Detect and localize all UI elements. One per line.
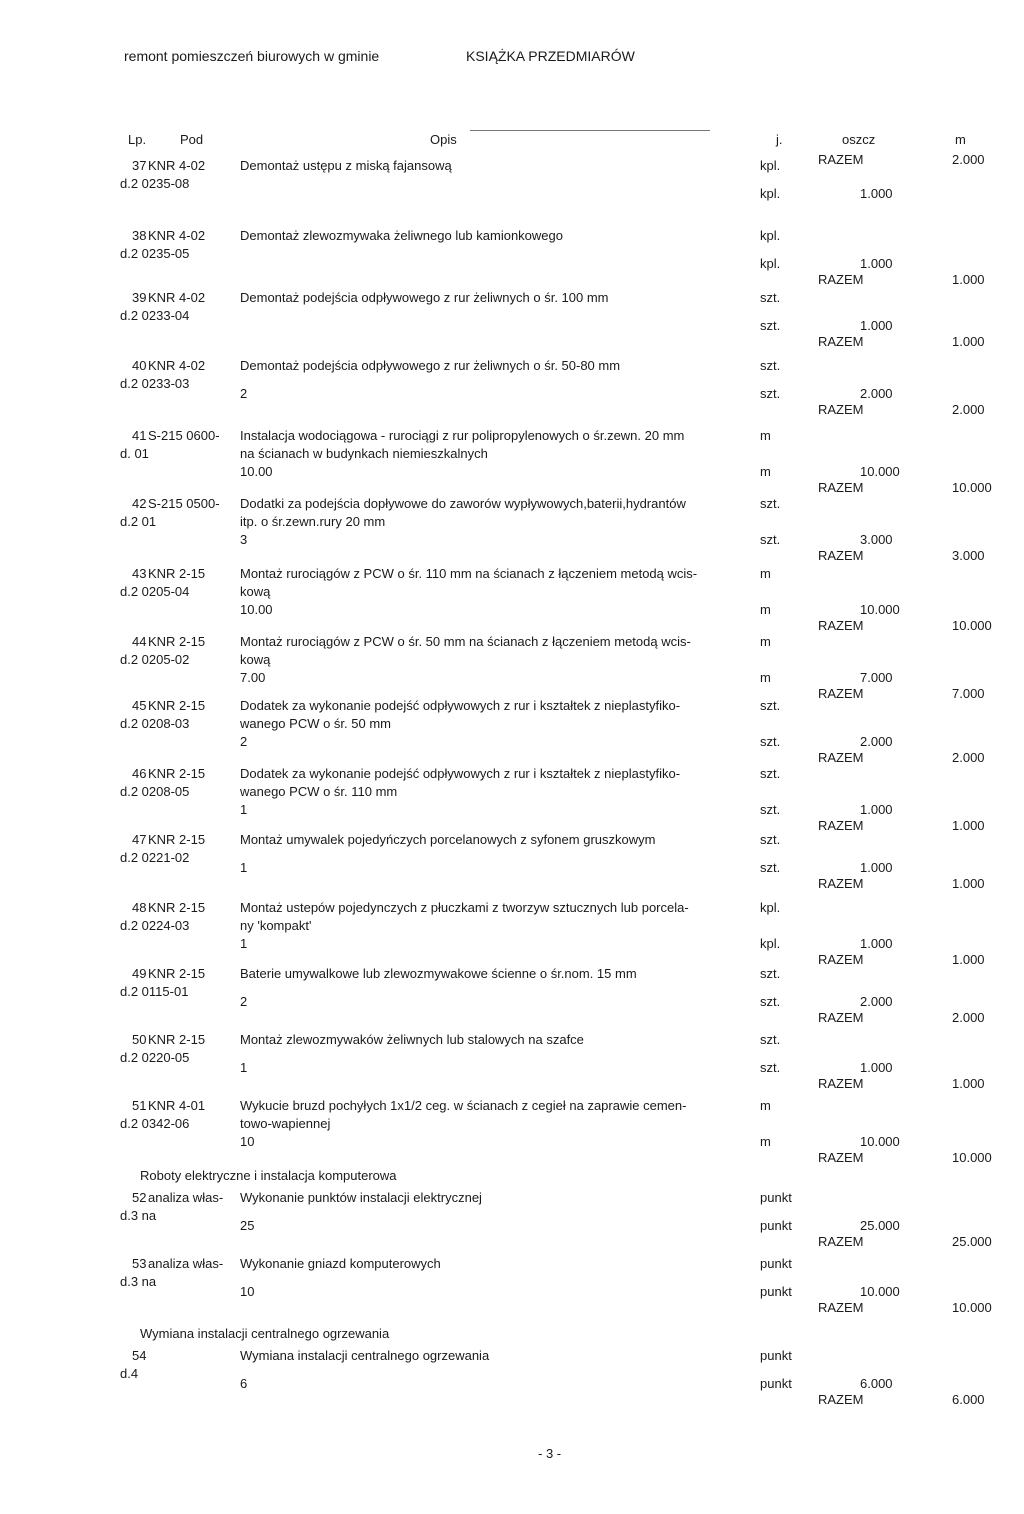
row-basis-code: KNR 4-01	[148, 1098, 206, 1113]
row-basis-detail: d.2 0342-06	[120, 1116, 190, 1131]
row-total: 6.000	[952, 1392, 985, 1407]
row-calc-value: 10.000	[860, 602, 900, 617]
row-total: 10.000	[952, 1150, 992, 1165]
row-number: 42	[132, 496, 147, 511]
row-calc-value: 2.000	[860, 994, 893, 1009]
row-calc-expression: 7.00	[240, 670, 266, 685]
row-calc-unit: szt.	[760, 802, 781, 817]
row-calc-value: 1.000	[860, 256, 893, 271]
row-basis-detail: d.2 0205-04	[120, 584, 190, 599]
row-calc-unit: m	[760, 464, 771, 479]
row-calc-expression: 1	[240, 860, 248, 875]
row-description-cont: itp. o śr.zewn.rury 20 mm	[240, 514, 386, 529]
col-podstawa: Pod	[180, 132, 204, 147]
row-description-cont: ny 'kompakt'	[240, 918, 312, 933]
row-calc-expression: 10	[240, 1134, 255, 1149]
row-number: 44	[132, 634, 147, 649]
row-unit: szt.	[760, 966, 781, 981]
row-unit: kpl.	[760, 158, 781, 173]
section-title: Roboty elektryczne i instalacja komputerowa	[140, 1168, 397, 1183]
row-basis-detail: d.2 0205-02	[120, 652, 190, 667]
row-total: 25.000	[952, 1234, 992, 1249]
row-calc-expression: 2	[240, 734, 248, 749]
row-calc-unit: m	[760, 670, 771, 685]
row-total: 10.000	[952, 1300, 992, 1315]
row-total: 10.000	[952, 480, 992, 495]
header-rule	[470, 130, 710, 131]
project-title: remont pomieszczeń biurowych w gminie	[124, 48, 380, 64]
row-razem-label: RAZEM	[818, 818, 864, 833]
row-razem-label: RAZEM	[818, 402, 864, 417]
row-description: Dodatki za podejścia dopływowe do zaworów wypływowych,baterii,hydrantów	[240, 496, 686, 511]
row-number: 41	[132, 428, 147, 443]
row-total: 2.000	[952, 152, 985, 167]
section-title: Wymiana instalacji centralnego ogrzewania	[140, 1326, 390, 1341]
row-basis-detail: d.2 0208-03	[120, 716, 190, 731]
row-unit: m	[760, 634, 771, 649]
row-calc-expression: 1	[240, 802, 248, 817]
row-unit: m	[760, 1098, 771, 1113]
row-description-cont: kową	[240, 652, 271, 667]
row-description: Montaż umywalek pojedyńczych porcelanowych z syfonem gruszkowym	[240, 832, 656, 847]
row-total: 1.000	[952, 818, 985, 833]
row-description-cont: wanego PCW o śr. 110 mm	[240, 784, 398, 799]
row-description: Demontaż ustępu z miską fajansową	[240, 158, 452, 173]
row-razem-label: RAZEM	[818, 480, 864, 495]
row-razem-label: RAZEM	[818, 686, 864, 701]
row-basis-code: analiza włas-	[148, 1190, 224, 1205]
row-basis-code: KNR 4-02	[148, 158, 206, 173]
row-unit: szt.	[760, 698, 781, 713]
row-unit: punkt	[760, 1348, 792, 1363]
row-description: Instalacja wodociągowa - rurociągi z rur polipropylenowych o śr.zewn. 20 mm	[240, 428, 685, 443]
row-basis-detail: d.2 0235-05	[120, 246, 190, 261]
row-total: 1.000	[952, 876, 985, 891]
row-calc-unit: szt.	[760, 994, 781, 1009]
row-razem-label: RAZEM	[818, 152, 864, 167]
row-total: 1.000	[952, 1076, 985, 1091]
row-total: 10.000	[952, 618, 992, 633]
row-basis-detail: d.2 01	[120, 514, 157, 529]
col-jm: j.	[776, 132, 783, 147]
row-description-cont: kową	[240, 584, 271, 599]
row-calc-unit: punkt	[760, 1218, 792, 1233]
row-calc-expression: 10	[240, 1284, 255, 1299]
row-razem-label: RAZEM	[818, 876, 864, 891]
row-number: 49	[132, 966, 147, 981]
row-calc-expression: 1	[240, 1060, 248, 1075]
row-unit: szt.	[760, 766, 781, 781]
row-calc-value: 1.000	[860, 186, 893, 201]
row-basis-detail: d.3 na	[120, 1274, 157, 1289]
row-total: 1.000	[952, 952, 985, 967]
row-description: Wymiana instalacji centralnego ogrzewania	[240, 1348, 490, 1363]
row-basis-code: KNR 2-15	[148, 698, 206, 713]
row-razem-label: RAZEM	[818, 952, 864, 967]
row-razem-label: RAZEM	[818, 272, 864, 287]
row-calc-value: 6.000	[860, 1376, 893, 1391]
row-total: 1.000	[952, 272, 985, 287]
row-number: 38	[132, 228, 147, 243]
row-basis-code: KNR 4-02	[148, 290, 206, 305]
row-basis-detail: d.2 0224-03	[120, 918, 190, 933]
row-description: Montaż ustepów pojedynczych z płuczkami z tworzyw sztucznych lub porcela-	[240, 900, 689, 915]
row-basis-code: analiza włas-	[148, 1256, 224, 1271]
row-razem-label: RAZEM	[818, 1150, 864, 1165]
row-razem-label: RAZEM	[818, 548, 864, 563]
row-number: 40	[132, 358, 147, 373]
row-calc-unit: punkt	[760, 1376, 792, 1391]
row-calc-value: 10.000	[860, 1284, 900, 1299]
row-calc-value: 1.000	[860, 936, 893, 951]
row-number: 43	[132, 566, 147, 581]
row-basis-code: KNR 2-15	[148, 1032, 206, 1047]
row-unit: punkt	[760, 1190, 792, 1205]
row-basis-code: KNR 2-15	[148, 900, 206, 915]
row-basis-code: KNR 2-15	[148, 832, 206, 847]
row-number: 51	[132, 1098, 147, 1113]
row-unit: szt.	[760, 1032, 781, 1047]
row-calc-expression: 2	[240, 994, 248, 1009]
row-calc-unit: punkt	[760, 1284, 792, 1299]
row-total: 2.000	[952, 1010, 985, 1025]
row-description: Dodatek za wykonanie podejść odpływowych z rur i kształtek z nieplastyfiko-	[240, 698, 681, 713]
col-razem: m	[955, 132, 966, 147]
row-number: 48	[132, 900, 147, 915]
row-unit: szt.	[760, 290, 781, 305]
row-basis-detail: d.2 0208-05	[120, 784, 190, 799]
row-calc-unit: szt.	[760, 318, 781, 333]
row-description: Wykonanie gniazd komputerowych	[240, 1256, 441, 1271]
row-basis-detail: d.3 na	[120, 1208, 157, 1223]
row-number: 46	[132, 766, 147, 781]
row-basis-detail: d.2 0235-08	[120, 176, 190, 191]
row-total: 3.000	[952, 548, 985, 563]
row-calc-unit: m	[760, 1134, 771, 1149]
row-unit: m	[760, 566, 771, 581]
row-razem-label: RAZEM	[818, 750, 864, 765]
row-basis-detail: d.2 0221-02	[120, 850, 190, 865]
row-description-cont: towo-wapiennej	[240, 1116, 331, 1131]
row-number: 53	[132, 1256, 147, 1271]
row-calc-expression: 1	[240, 936, 248, 951]
row-calc-expression: 3	[240, 532, 248, 547]
row-basis-code: KNR 2-15	[148, 766, 206, 781]
row-basis-detail: d. 01	[120, 446, 149, 461]
row-calc-expression: 25	[240, 1218, 255, 1233]
row-basis-detail: d.4	[120, 1366, 139, 1381]
row-basis-code: S-215 0600-	[148, 428, 220, 443]
row-description: Wykonanie punktów instalacji elektrycznej	[240, 1190, 482, 1205]
row-total: 2.000	[952, 750, 985, 765]
row-calc-value: 25.000	[860, 1218, 900, 1233]
row-calc-value: 10.000	[860, 1134, 900, 1149]
row-number: 37	[132, 158, 147, 173]
row-description: Wykucie bruzd pochyłych 1x1/2 ceg. w ścianach z cegieł na zaprawie cemen-	[240, 1098, 687, 1113]
row-total: 7.000	[952, 686, 985, 701]
row-total: 1.000	[952, 334, 985, 349]
row-razem-label: RAZEM	[818, 1076, 864, 1091]
row-number: 52	[132, 1190, 147, 1205]
row-basis-detail: d.2 0220-05	[120, 1050, 190, 1065]
row-calc-expression: 10.00	[240, 464, 273, 479]
row-basis-code: KNR 2-15	[148, 566, 206, 581]
row-description: Baterie umywalkowe lub zlewozmywakowe ścienne o śr.nom. 15 mm	[240, 966, 637, 981]
row-unit: m	[760, 428, 771, 443]
row-calc-expression: 6	[240, 1376, 248, 1391]
row-description-cont: na ścianach w budynkach niemieszkalnych	[240, 446, 488, 461]
col-opis: Opis	[430, 132, 457, 147]
row-number: 54	[132, 1348, 147, 1363]
row-total: 2.000	[952, 402, 985, 417]
row-basis-detail: d.2 0233-03	[120, 376, 190, 391]
row-unit: szt.	[760, 358, 781, 373]
row-calc-value: 2.000	[860, 734, 893, 749]
row-basis-detail: d.2 0115-01	[120, 984, 189, 999]
page-number: - 3 -	[538, 1446, 562, 1461]
row-calc-value: 1.000	[860, 860, 893, 875]
row-description: Demontaż zlewozmywaka żeliwnego lub kamionkowego	[240, 228, 563, 243]
row-number: 50	[132, 1032, 147, 1047]
col-obliczenia: oszcz	[842, 132, 876, 147]
document-title: KSIĄŻKA PRZEDMIARÓW	[466, 48, 635, 64]
row-unit: punkt	[760, 1256, 792, 1271]
row-number: 39	[132, 290, 147, 305]
row-basis-code: KNR 2-15	[148, 634, 206, 649]
row-calc-unit: szt.	[760, 386, 781, 401]
row-calc-expression: 10.00	[240, 602, 273, 617]
row-calc-expression: 2	[240, 386, 248, 401]
row-calc-value: 1.000	[860, 802, 893, 817]
row-description: Montaż rurociągów z PCW o śr. 110 mm na ścianach z łączeniem metodą wcis-	[240, 566, 698, 581]
row-calc-unit: szt.	[760, 734, 781, 749]
row-calc-value: 3.000	[860, 532, 893, 547]
row-unit: szt.	[760, 496, 781, 511]
row-unit: szt.	[760, 832, 781, 847]
row-calc-value: 1.000	[860, 318, 893, 333]
row-razem-label: RAZEM	[818, 618, 864, 633]
row-calc-unit: szt.	[760, 1060, 781, 1075]
row-razem-label: RAZEM	[818, 334, 864, 349]
row-calc-unit: szt.	[760, 532, 781, 547]
row-description: Demontaż podejścia odpływowego z rur żeliwnych o śr. 50-80 mm	[240, 358, 621, 373]
row-description: Dodatek za wykonanie podejść odpływowych z rur i kształtek z nieplastyfiko-	[240, 766, 681, 781]
row-basis-code: S-215 0500-	[148, 496, 220, 511]
row-calc-value: 7.000	[860, 670, 893, 685]
row-unit: kpl.	[760, 900, 781, 915]
row-basis-code: KNR 2-15	[148, 966, 206, 981]
row-basis-code: KNR 4-02	[148, 358, 206, 373]
row-calc-unit: kpl.	[760, 186, 781, 201]
row-number: 47	[132, 832, 147, 847]
row-calc-unit: kpl.	[760, 256, 781, 271]
row-calc-unit: m	[760, 602, 771, 617]
row-calc-unit: szt.	[760, 860, 781, 875]
row-unit: kpl.	[760, 228, 781, 243]
row-calc-value: 2.000	[860, 386, 893, 401]
row-basis-detail: d.2 0233-04	[120, 308, 190, 323]
row-calc-unit: kpl.	[760, 936, 781, 951]
row-description: Demontaż podejścia odpływowego z rur żeliwnych o śr. 100 mm	[240, 290, 609, 305]
row-razem-label: RAZEM	[818, 1234, 864, 1249]
row-calc-value: 10.000	[860, 464, 900, 479]
row-description-cont: wanego PCW o śr. 50 mm	[240, 716, 391, 731]
row-description: Montaż rurociągów z PCW o śr. 50 mm na ścianach z łączeniem metodą wcis-	[240, 634, 691, 649]
row-basis-code: KNR 4-02	[148, 228, 206, 243]
row-number: 45	[132, 698, 147, 713]
col-lp: Lp.	[128, 132, 147, 147]
row-razem-label: RAZEM	[818, 1392, 864, 1407]
row-razem-label: RAZEM	[818, 1010, 864, 1025]
row-calc-value: 1.000	[860, 1060, 893, 1075]
row-description: Montaż zlewozmywaków żeliwnych lub stalowych na szafce	[240, 1032, 584, 1047]
row-razem-label: RAZEM	[818, 1300, 864, 1315]
